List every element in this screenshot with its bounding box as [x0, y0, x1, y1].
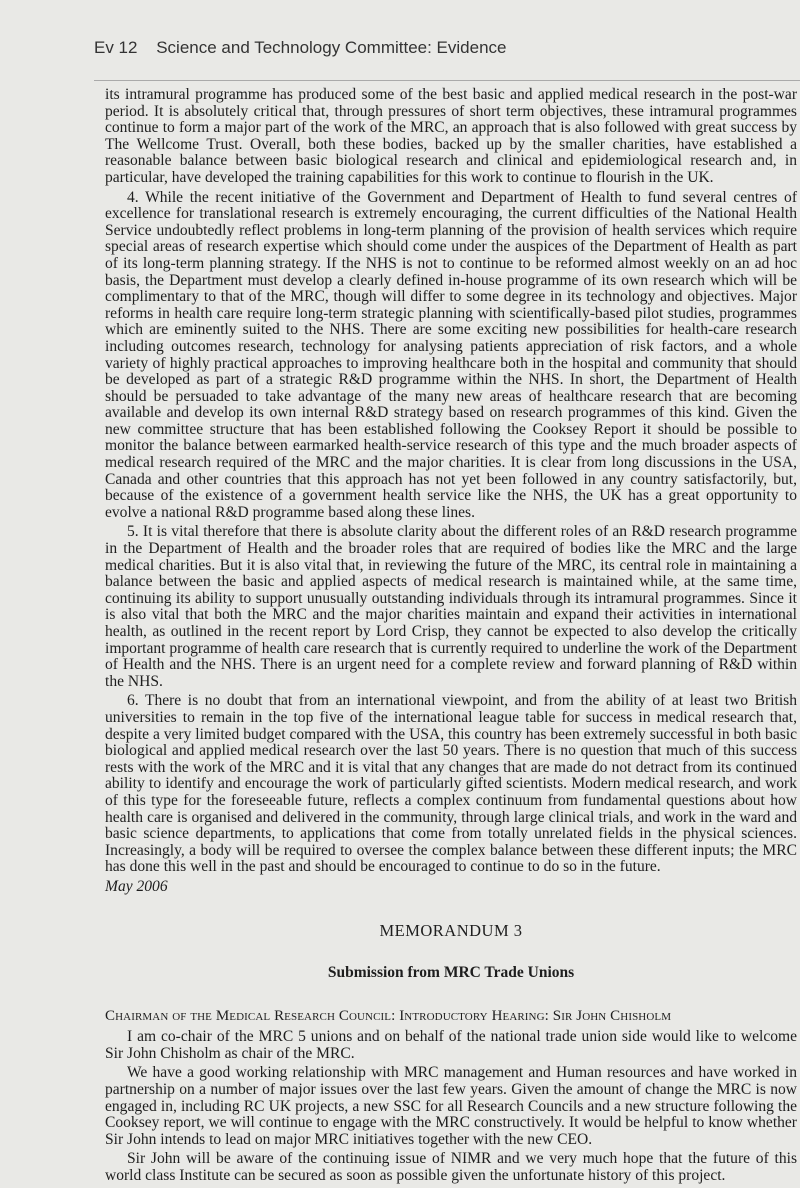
- document-body: [105, 87, 797, 1188]
- memo-paragraph-2: We have a good working relationship with MRC management and Human resources and have worked in partnership on a number of major issues over the last few years. Given the amount of change the MRC is now engaged in, including RC UK projects, a new SSC for all Research Councils and a new structure following the Cooksey report, we will continue to engage with the MRC constructively. It would be helpful to know whether Sir John intends to lead on major MRC initiatives together with the new CEO.: [105, 1064, 797, 1148]
- paragraph-5: 5. It is vital therefore that there is absolute clarity about the different roles of an R&D research programme in the Department of Health and the broader roles that are required of bodies like the MRC and the large medical charities. But it is also vital that, in reviewing the future of the MRC, its central role in maintaining a balance between the basic and applied aspects of medical research is maintained while, at the same time, continuing its ability to support unusually outstanding individuals through its intramural programmes. Since it is also vital that both the MRC and the major charities maintain and expand their activities in international health, as outlined in the recent report by Lord Crisp, they cannot be expected to also develop the critically important programme of health care research that is currently required to underline the work of the Department of Health and the NHS. There is an urgent need for a complete review and forward planning of R&D within the NHS.: [105, 523, 797, 690]
- memo-paragraph-3: Sir John will be aware of the continuing issue of NIMR and we very much hope that the future of this world class Institute can be secured as soon as possible given the unfortunate history of this project.: [105, 1150, 797, 1185]
- paragraph-6: 6. There is no doubt that from an international viewpoint, and from the ability of at least two British universities to remain in the top five of the international league table for success in medical research that, despite a very limited budget compared with the USA, this country has been extremely successful in both basic biological and applied medical research over the last 50 years. There is no question that much of this success rests with the work of the MRC and it is vital that any changes that are made do not detract from its continued ability to identify and encourage the work of particularly gifted scientists. Modern medical research, and work of this type for the foreseeable future, reflects a complex continuum from fundamental questions about how health care is organised and delivered in the community, through large clinical trials, and work in the ward and basic science departments, to applications that come from totally unrelated fields in the physical sciences. Increasingly, a body will be required to oversee the complex balance between these different inputs; the MRC has done this well in the past and should be encouraged to continue to do so in the future.: [105, 692, 797, 876]
- header-rule: [94, 80, 800, 81]
- memorandum-title: MEMORANDUM 3: [379, 920, 523, 940]
- running-header: [94, 38, 507, 58]
- paragraph-continued: its intramural programme has produced some of the best basic and applied medical research in the post-war period. It is absolutely critical that, through pressures of short term objectives, these intramural programmes continue to form a major part of the work of the MRC, an approach that is also followed with great success by The Wellcome Trust. Overall, both these bodies, backed up by the smaller charities, have established a reasonable balance between basic biological research and clinical and epidemiological research and, in particular, have developed the training capabilities for this work to continue to flourish in the UK.: [105, 86, 797, 186]
- memorandum-subtitle: Submission from MRC Trade Unions: [327, 964, 575, 982]
- date-line: May 2006: [105, 877, 168, 895]
- memo-paragraph-1: I am co-chair of the MRC 5 unions and on behalf of the national trade union side would like to welcome Sir John Chisholm as chair of the MRC.: [105, 1028, 797, 1062]
- hearing-heading: Chairman of the Medical Research Council: Introductory Hearing: Sir John Chisholm: [105, 1007, 672, 1024]
- paragraph-4: 4. While the recent initiative of the Government and Department of Health to fund several centres of excellence for translational research is extremely encouraging, the current difficulties of the National Health Service undoubtedly reflect problems in long-term planning of the provision of health services which require special areas of research expertise which should come under the auspices of the Department of Health as part of its long-term planning strategy. If the NHS is not to continue to be reformed almost weekly on an ad hoc basis, the Department must develop a clearly defined in-house programme of its own research which will be complimentary to that of the MRC, though will differ to some degree in its technology and objectives. Major reforms in health care require long-term strategic planning with scientifically-based pilot studies, programmes which are eminently suited to the NHS. There are some exciting new possibilities for health-care research including outcomes research, technology for analysing patients appreciation of risk factors, and a whole variety of highly practical approaches to improving healthcare both in the hospital and community that should be developed as part of a strategic R&D programme within the NHS. In short, the Department of Health should be persuaded to take advantage of the many new areas of healthcare research that are becoming available and develop its own internal R&D strategy based on research programmes of this kind. Given the new committee structure that has been established following the Cooksey Report it should be possible to monitor the balance between earmarked health-service research of this type and the much broader aspects of medical research required of the MRC and the major charities. It is clear from long discussions in the USA, Canada and other countries that this approach has not yet been followed in any country satisfactorily, but, because of the existence of a government health service like the NHS, the UK has a great opportunity to evolve a national R&D programme based along these lines.: [105, 188, 797, 521]
- header-title: Science and Technology Committee: Evidence: [156, 38, 507, 57]
- page-number: Ev 12: [94, 38, 138, 57]
